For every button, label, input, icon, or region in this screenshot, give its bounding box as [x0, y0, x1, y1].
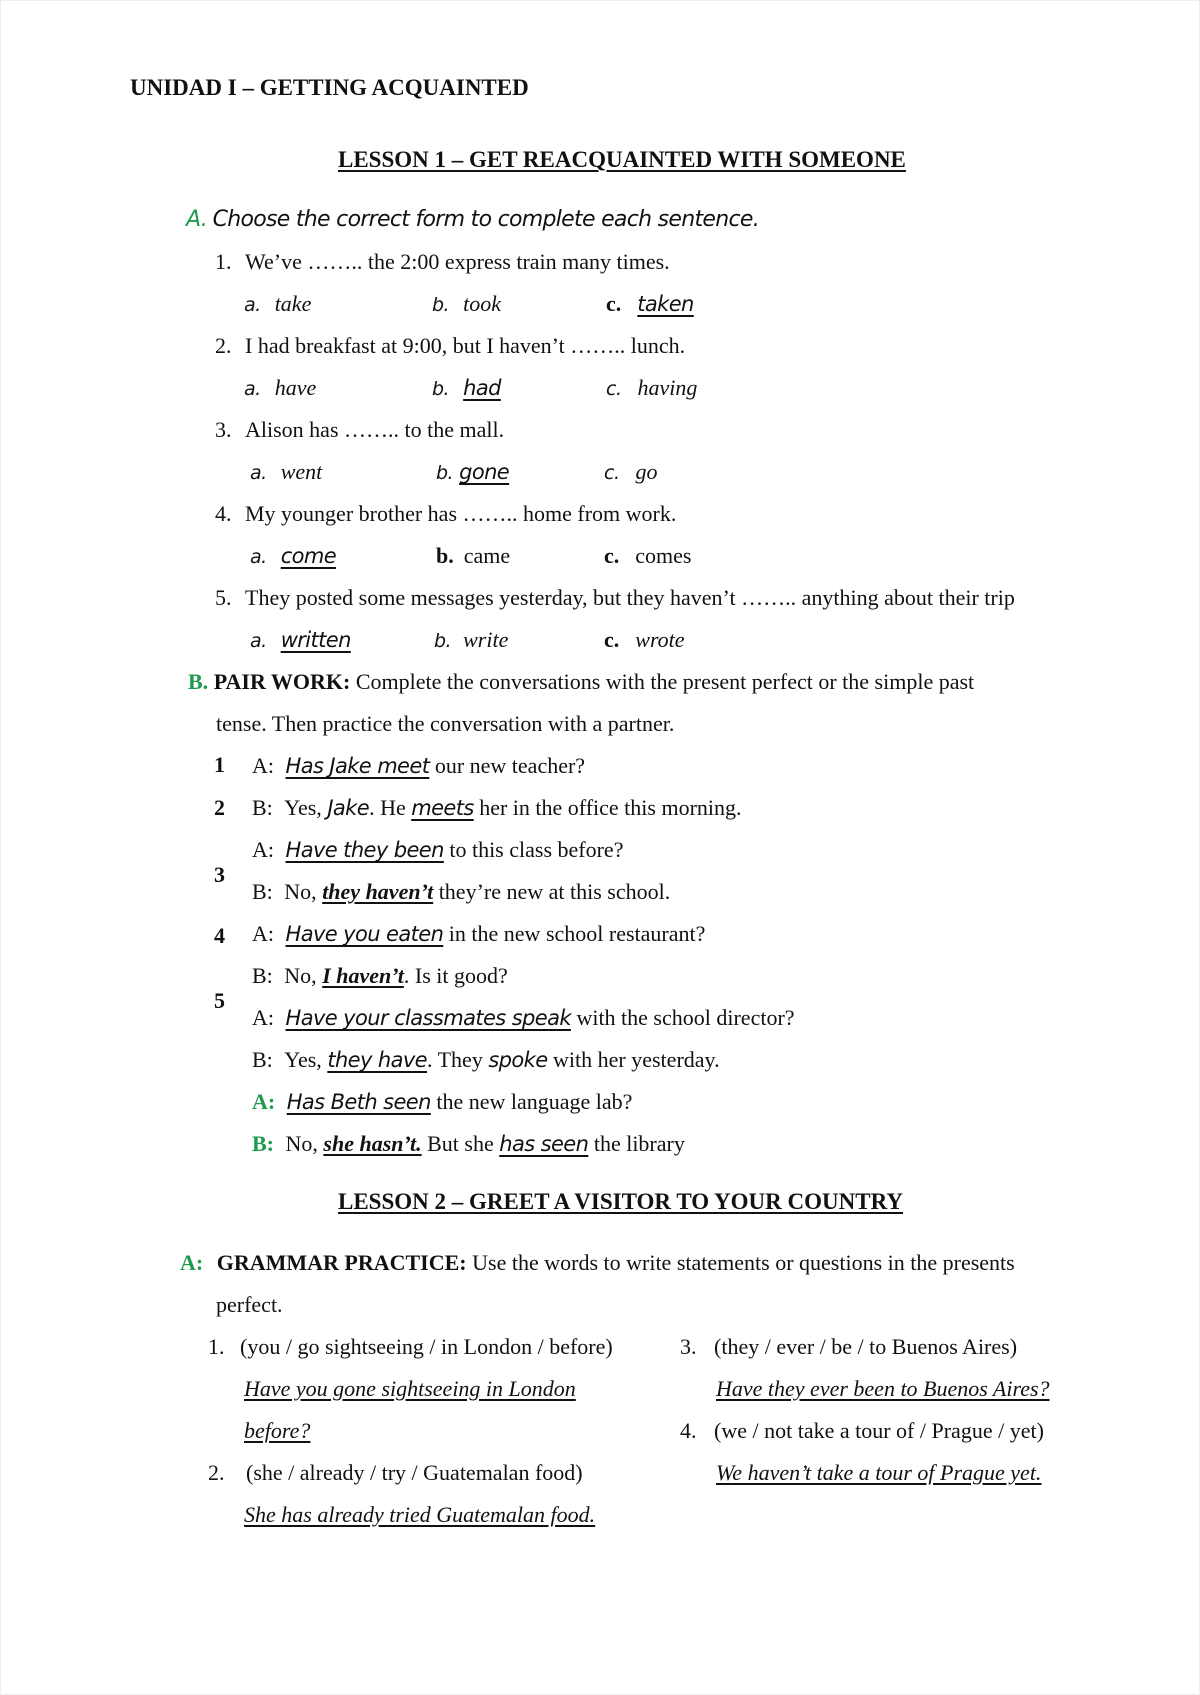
conversation-line-6: B: No, I haven’t. Is it good?: [252, 963, 508, 988]
grammar-item-3: 3. (they / ever / be / to Buenos Aires): [680, 1334, 1018, 1359]
question-number: 1.: [215, 249, 232, 274]
grammar-item-4: 4. (we / not take a tour of / Prague / yet): [680, 1418, 1044, 1443]
grammar-item-1: 1. (you / go sightseeing / in London / before): [208, 1334, 613, 1359]
question-text: Alison has …….. to the mall.: [245, 417, 505, 442]
question-text: I had breakfast at 9:00, but I haven’t …….. lunch.: [245, 333, 686, 358]
lesson2-sectionA-letter: A:: [180, 1250, 204, 1275]
question-3: [215, 419, 504, 441]
option-4b: b. came: [436, 543, 511, 568]
grammar-answer-1-line1: Have you gone sightseeing in London: [244, 1376, 576, 1401]
conversation-line-5: A: Have you eaten in the new school restaurant?: [252, 921, 706, 946]
lesson2-instruction-1: Use the words to write statements or questions in the presents: [466, 1250, 1015, 1275]
conversation-line-1: A: Has Jake meet our new teacher?: [252, 753, 586, 778]
question-text: They posted some messages yesterday, but they haven’t …….. anything about their trip: [245, 585, 1015, 610]
option-5a-correct: a. written: [250, 628, 351, 652]
option-4c: c. comes: [604, 543, 692, 568]
question-number: 4.: [215, 501, 232, 526]
question-text: We’ve …….. the 2:00 express train many times.: [245, 249, 670, 274]
sectionB-instruction-1: Complete the conversations with the present perfect or the simple past: [350, 669, 975, 694]
option-4a-correct: a. come: [250, 544, 337, 568]
lesson2-sectionA-label: GRAMMAR PRACTICE:: [216, 1250, 467, 1275]
option-3b-correct: b. gone: [436, 460, 510, 484]
lesson2-title: LESSON 2 – GREET A VISITOR TO YOUR COUNTRY: [338, 1189, 903, 1214]
conversation-line-3: A: Have they been to this class before?: [252, 837, 624, 862]
option-3c: c. go: [604, 459, 658, 484]
option-1c-correct: c. taken: [606, 291, 694, 316]
question-5: [215, 587, 1015, 609]
conversation-line-8: B: Yes, they have. They spoke with her yesterday.: [252, 1047, 720, 1072]
sectionB-label: PAIR WORK:: [213, 669, 351, 694]
grammar-answer-3: Have they ever been to Buenos Aires?: [716, 1376, 1050, 1401]
question-number: 2.: [215, 333, 232, 358]
lesson1-sectionA-header: [186, 208, 759, 231]
question-number: 5.: [215, 585, 232, 610]
option-5c: c. wrote: [604, 627, 685, 652]
conversation-number-5: 5: [214, 988, 225, 1013]
question-text: My younger brother has …….. home from work.: [245, 501, 677, 526]
conversation-line-7: A: Have your classmates speak with the school director?: [252, 1005, 795, 1030]
option-2a: a. have: [244, 375, 317, 400]
question-4: [215, 503, 676, 525]
sectionA-letter: A.: [186, 207, 208, 232]
sectionB-letter: B.: [188, 669, 209, 694]
conversation-number-3: 3: [214, 862, 225, 887]
question-2: [215, 335, 685, 357]
lesson1-title: LESSON 1 – GET REACQUAINTED WITH SOMEONE: [338, 147, 906, 172]
option-2c: c. having: [606, 375, 698, 400]
conversation-number-2: 2: [214, 795, 225, 820]
question-number: 3.: [215, 417, 232, 442]
sectionB-instruction-2: tense. Then practice the conversation with a partner.: [216, 711, 675, 736]
option-1b: b. took: [432, 291, 501, 316]
conversation-number-1: 1: [214, 752, 225, 777]
conversation-number-4: 4: [214, 923, 225, 948]
lesson2-instruction-2: perfect.: [216, 1292, 283, 1317]
conversation-line-9: A: Has Beth seen the new language lab?: [252, 1089, 633, 1114]
grammar-answer-2: She has already tried Guatemalan food.: [244, 1502, 596, 1527]
conversation-line-2: B: Yes, Jake. He meets her in the office this morning.: [252, 795, 742, 820]
option-3a: a. went: [250, 459, 323, 484]
option-1a: a. take: [244, 291, 312, 316]
unit-title: UNIDAD I – GETTING ACQUAINTED: [130, 75, 529, 100]
grammar-answer-1-line2: before?: [244, 1418, 311, 1443]
lesson1-sectionB-header: [188, 671, 974, 693]
question-1: [215, 251, 670, 273]
grammar-item-2: 2. (she / already / try / Guatemalan food): [208, 1460, 583, 1485]
option-2b-correct: b. had: [432, 376, 501, 400]
sectionA-instruction: Choose the correct form to complete each sentence.: [212, 207, 759, 232]
lesson2-sectionA-header: [180, 1252, 1015, 1274]
grammar-answer-4: We haven’t take a tour of Prague yet.: [716, 1460, 1042, 1485]
conversation-line-10: B: No, she hasn’t. But she has seen the library: [252, 1131, 685, 1156]
conversation-line-4: B: No, they haven’t they’re new at this school.: [252, 879, 671, 904]
option-5b: b. write: [434, 627, 509, 652]
